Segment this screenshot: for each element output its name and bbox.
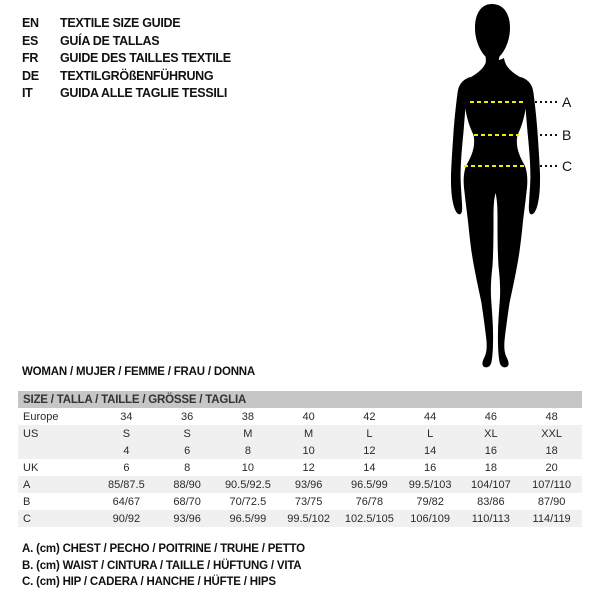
language-title: TEXTILGRÖßENFÜHRUNG — [60, 68, 214, 83]
language-code: FR — [22, 51, 39, 66]
size-cell: 16 — [424, 461, 437, 474]
chest-measure-dash-line — [470, 101, 523, 103]
measurement-legend — [22, 541, 305, 591]
waist-measure-dash-line — [474, 134, 519, 136]
waist-leader-dotted-line — [540, 134, 557, 136]
size-cell: 90/92 — [112, 512, 141, 525]
size-cell: 14 — [363, 461, 376, 474]
size-row-label: US — [23, 427, 39, 440]
size-cell: XXL — [541, 427, 563, 440]
size-cell: 8 — [244, 444, 251, 457]
size-cell: 12 — [363, 444, 376, 457]
size-row-label — [18, 442, 96, 459]
size-table-row — [18, 476, 582, 493]
size-table-header-row — [18, 391, 582, 408]
chest-leader-dotted-line — [535, 101, 557, 103]
size-cell: 16 — [484, 444, 497, 457]
measure-label-b: B — [562, 127, 572, 143]
section-title-woman: WOMAN / MUJER / FEMME / FRAU / DONNA — [22, 366, 256, 378]
size-cell: 6 — [123, 461, 130, 474]
size-cell: 99.5/102 — [287, 512, 331, 525]
language-title: TEXTILE SIZE GUIDE — [60, 16, 181, 30]
hip-measure-dash-line — [464, 165, 524, 167]
language-title: GUIDA ALLE TAGLIE TESSILI — [60, 86, 228, 101]
measure-label-a: A — [562, 94, 572, 110]
size-cell: 102.5/105 — [344, 512, 394, 525]
size-cell: 73/75 — [294, 495, 323, 508]
size-table-row — [18, 442, 582, 459]
size-cell: 106/109 — [410, 512, 450, 525]
size-cell: 96.5/99 — [229, 512, 267, 525]
size-cell: 38 — [241, 410, 254, 423]
size-cell: 44 — [424, 410, 437, 423]
size-cell: 87/90 — [537, 495, 566, 508]
size-cell: 12 — [302, 461, 315, 474]
language-code: DE — [22, 68, 39, 83]
size-row-label: Europe — [23, 410, 59, 423]
size-cell: L — [366, 427, 373, 440]
size-cell: 85/87.5 — [108, 478, 145, 491]
language-title: GUÍA DE TALLAS — [60, 33, 160, 48]
size-table-row — [18, 493, 582, 510]
size-cell: 48 — [545, 410, 558, 423]
size-table-row — [18, 408, 582, 425]
size-cell: 34 — [120, 410, 133, 423]
legend-hip: C. (cm) HIP / CADERA / HANCHE / HÜFTE / HIPS — [22, 576, 276, 588]
woman-silhouette-icon — [440, 0, 580, 380]
language-row-fr — [22, 50, 231, 68]
language-row-en — [22, 15, 231, 33]
size-row-label: UK — [23, 461, 39, 474]
legend-waist: B. (cm) WAIST / CINTURA / TAILLE / HÜFTUNG / VITA — [22, 559, 302, 572]
language-list — [22, 15, 231, 103]
size-cell: 70/72.5 — [229, 495, 267, 508]
size-cell: 79/82 — [416, 495, 444, 508]
size-cell: 104/107 — [470, 478, 511, 491]
language-title: GUIDE DES TAILLES TEXTILE — [60, 51, 231, 66]
size-cell: 20 — [545, 461, 558, 474]
size-cell: 8 — [184, 461, 191, 474]
size-cell: XL — [484, 427, 498, 440]
size-table — [18, 391, 582, 527]
size-cell: 10 — [241, 461, 254, 474]
size-cell: 107/110 — [532, 478, 572, 491]
legend-chest: A. (cm) CHEST / PECHO / POITRINE / TRUHE / PETTO — [22, 543, 305, 555]
size-row-label: C — [23, 512, 31, 525]
language-code: EN — [22, 16, 39, 30]
size-table-header: SIZE / TALLA / TAILLE / GRÖSSE / TAGLIA — [18, 391, 582, 408]
measure-label-c: C — [562, 158, 573, 174]
language-code: ES — [22, 33, 39, 48]
woman-silhouette-figure — [440, 0, 580, 380]
size-cell: 40 — [302, 410, 315, 423]
size-cell: 68/70 — [173, 495, 201, 508]
size-cell: 76/78 — [355, 495, 384, 508]
language-code: IT — [22, 86, 33, 101]
size-cell: 88/90 — [173, 478, 201, 491]
size-row-label: A — [23, 478, 31, 491]
size-cell: 114/119 — [532, 512, 571, 525]
size-cell: 110/113 — [471, 512, 510, 525]
size-table-row — [18, 459, 582, 476]
size-cell: 93/96 — [173, 512, 201, 525]
size-cell: 14 — [424, 444, 437, 457]
size-row-label: B — [23, 495, 31, 508]
language-row-it — [22, 85, 231, 103]
hip-leader-dotted-line — [540, 165, 557, 167]
size-cell: 6 — [184, 444, 191, 457]
size-cell: S — [183, 427, 191, 440]
size-cell: 42 — [363, 410, 376, 423]
size-cell: 99.5/103 — [408, 478, 452, 491]
size-cell: 96.5/99 — [351, 478, 388, 491]
language-row-es — [22, 33, 231, 51]
size-cell: 64/67 — [112, 495, 141, 508]
size-table-body — [18, 408, 582, 527]
size-cell: 18 — [545, 444, 558, 457]
size-table-row — [18, 510, 582, 527]
size-cell: 36 — [181, 410, 194, 423]
size-cell: S — [122, 427, 131, 440]
size-table-row — [18, 425, 582, 442]
size-cell: M — [304, 427, 314, 440]
language-row-de — [22, 68, 231, 86]
size-cell: L — [427, 427, 434, 440]
size-cell: 46 — [484, 410, 497, 423]
size-cell: 4 — [123, 444, 130, 457]
size-cell: 10 — [302, 444, 315, 457]
size-cell: 90.5/92.5 — [224, 478, 271, 491]
size-cell: M — [243, 427, 253, 440]
size-cell: 18 — [484, 461, 497, 474]
size-cell: 93/96 — [294, 478, 323, 491]
size-cell: 83/86 — [477, 495, 505, 508]
